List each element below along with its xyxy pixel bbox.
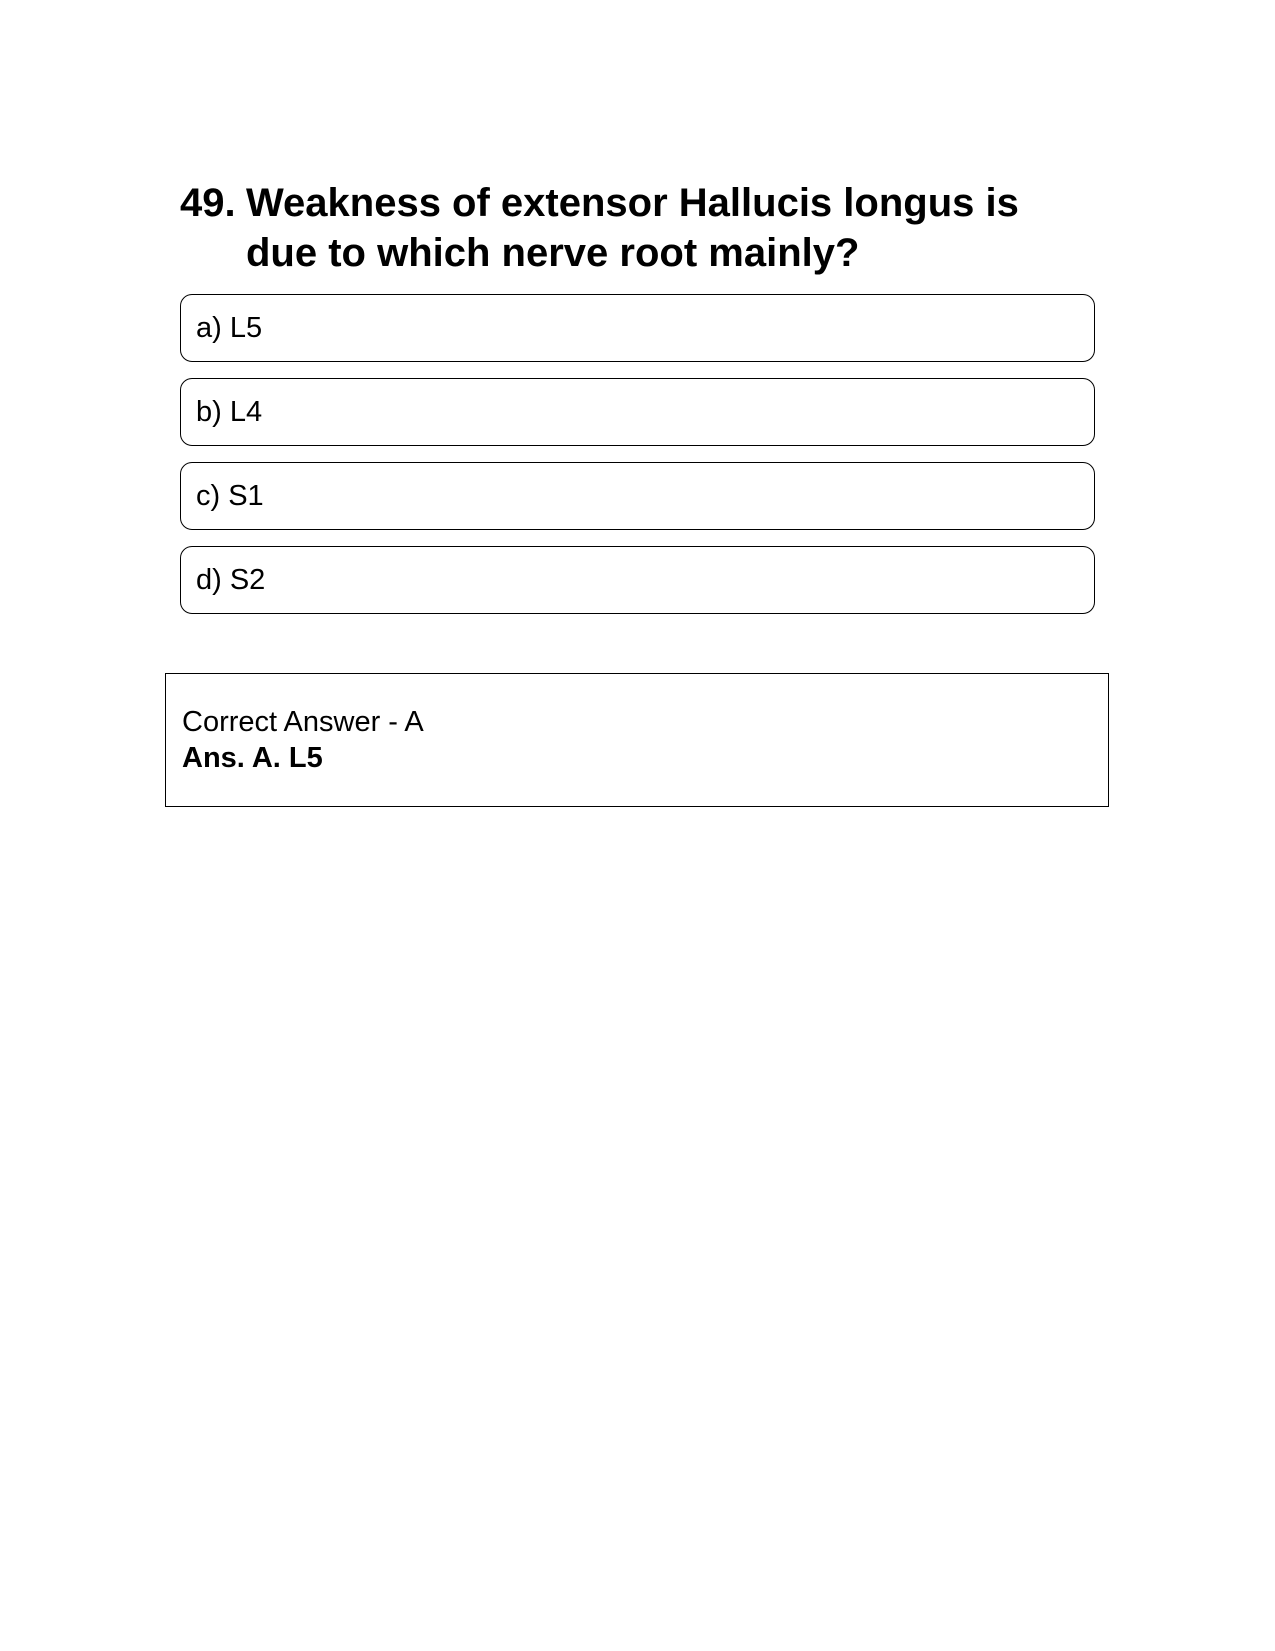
option-b-label: b) L4 xyxy=(196,395,263,428)
question-number: 49. xyxy=(180,181,236,225)
answer-box xyxy=(165,673,1109,807)
option-a-label: a) L5 xyxy=(196,311,263,344)
option-a[interactable] xyxy=(180,294,1095,362)
question-text: Weakness of extensor Hallucis longus is due to which nerve root mainly? xyxy=(246,181,1019,275)
options-list xyxy=(180,294,1095,630)
option-d[interactable] xyxy=(180,546,1095,614)
correct-answer-text: Correct Answer - A xyxy=(182,706,424,738)
option-c[interactable] xyxy=(180,462,1095,530)
option-c-label: c) S1 xyxy=(196,479,264,512)
answer-explanation: Ans. A. L5 xyxy=(182,742,323,774)
question-block xyxy=(180,178,1100,278)
option-d-label: d) S2 xyxy=(196,563,266,596)
option-b[interactable] xyxy=(180,378,1095,446)
